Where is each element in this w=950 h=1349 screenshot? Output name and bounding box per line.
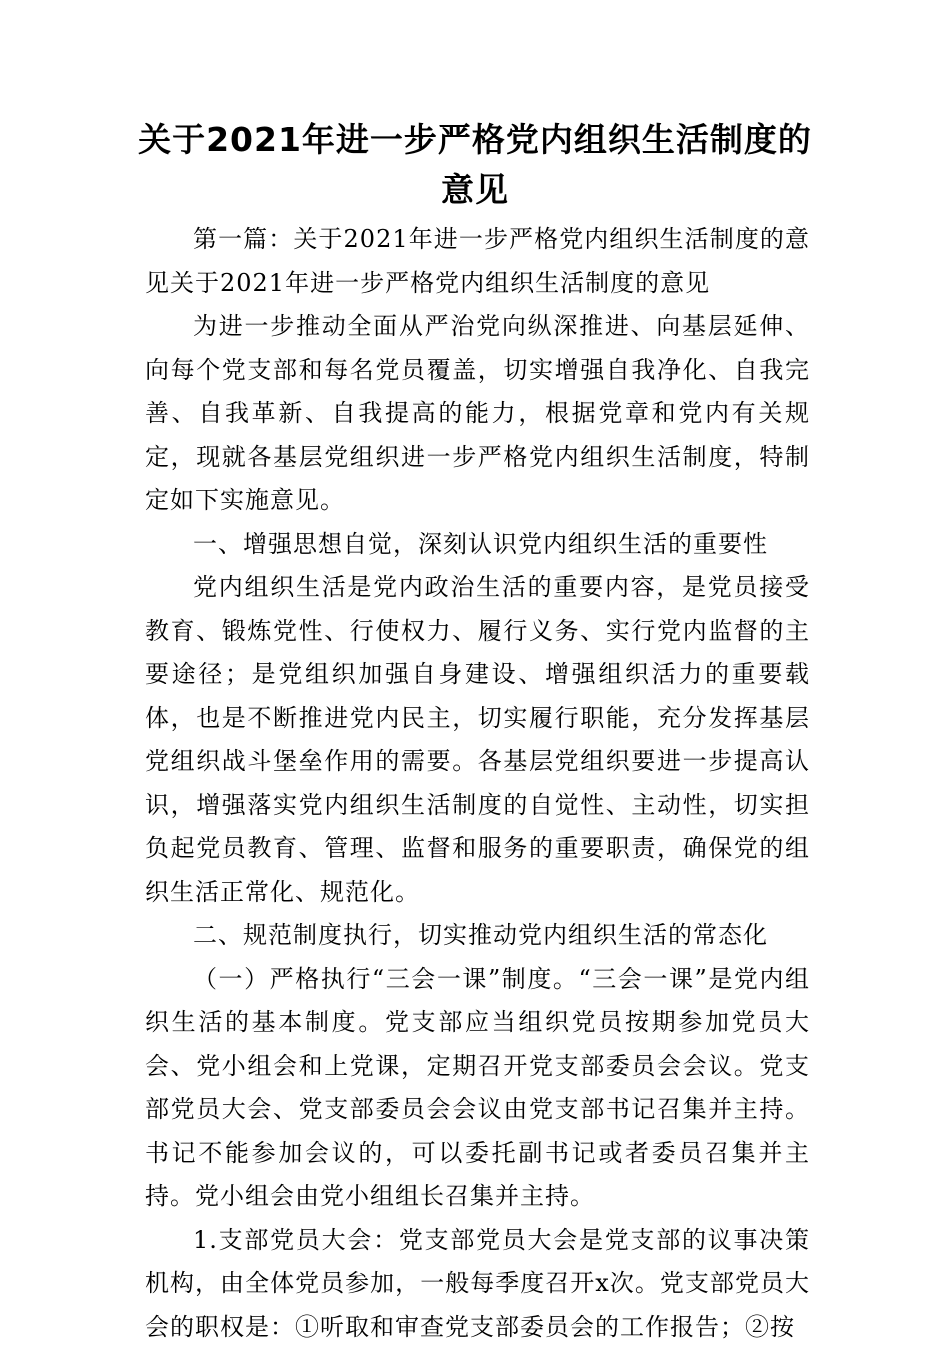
section-heading-1: 一、增强思想自觉，深刻认识党内组织生活的重要性 (145, 523, 810, 567)
paragraph-three-meetings: （一）严格执行“三会一课”制度。“三会一课”是党内组织生活的基本制度。党支部应当组织党员按期参加党员大会、党小组会和上党课，定期召开党支部委员会会议。党支部党员大会、党支部委员会会议由党支部书记召集并主持。书记不能参加会议的，可以委托副书记或者委员召集并主持。党小组会由党小组组长召集并主持。 (145, 958, 810, 1219)
paragraph-section-1: 党内组织生活是党内政治生活的重要内容，是党员接受教育、锻炼党性、行使权力、履行义务、实行党内监督的主要途径；是党组织加强自身建设、增强组织活力的重要载体，也是不断推进党内民主，切实履行职能，充分发挥基层党组织战斗堡垒作用的需要。各基层党组织要进一步提高认识，增强落实党内组织生活制度的自觉性、主动性，切实担负起党员教育、管理、监督和服务的重要职责，确保党的组织生活正常化、规范化。 (145, 566, 810, 914)
paragraph-branch-meeting: 1.支部党员大会：党支部党员大会是党支部的议事决策机构，由全体党员参加，一般每季度召开x次。党支部党员大会的职权是：①听取和审查党支部委员会的工作报告；②按 (145, 1219, 810, 1349)
paragraph-intro: 第一篇：关于2021年进一步严格党内组织生活制度的意见关于2021年进一步严格党内组织生活制度的意见 (145, 218, 810, 305)
document-title: 关于2021年进一步严格党内组织生活制度的意见 (130, 115, 820, 215)
section-heading-2: 二、规范制度执行，切实推动党内组织生活的常态化 (145, 914, 810, 958)
paragraph-purpose: 为进一步推动全面从严治党向纵深推进、向基层延伸、向每个党支部和每名党员覆盖，切实增强自我净化、自我完善、自我革新、自我提高的能力，根据党章和党内有关规定，现就各基层党组织进一步严格党内组织生活制度，特制定如下实施意见。 (145, 305, 810, 523)
document-body (145, 218, 810, 1349)
